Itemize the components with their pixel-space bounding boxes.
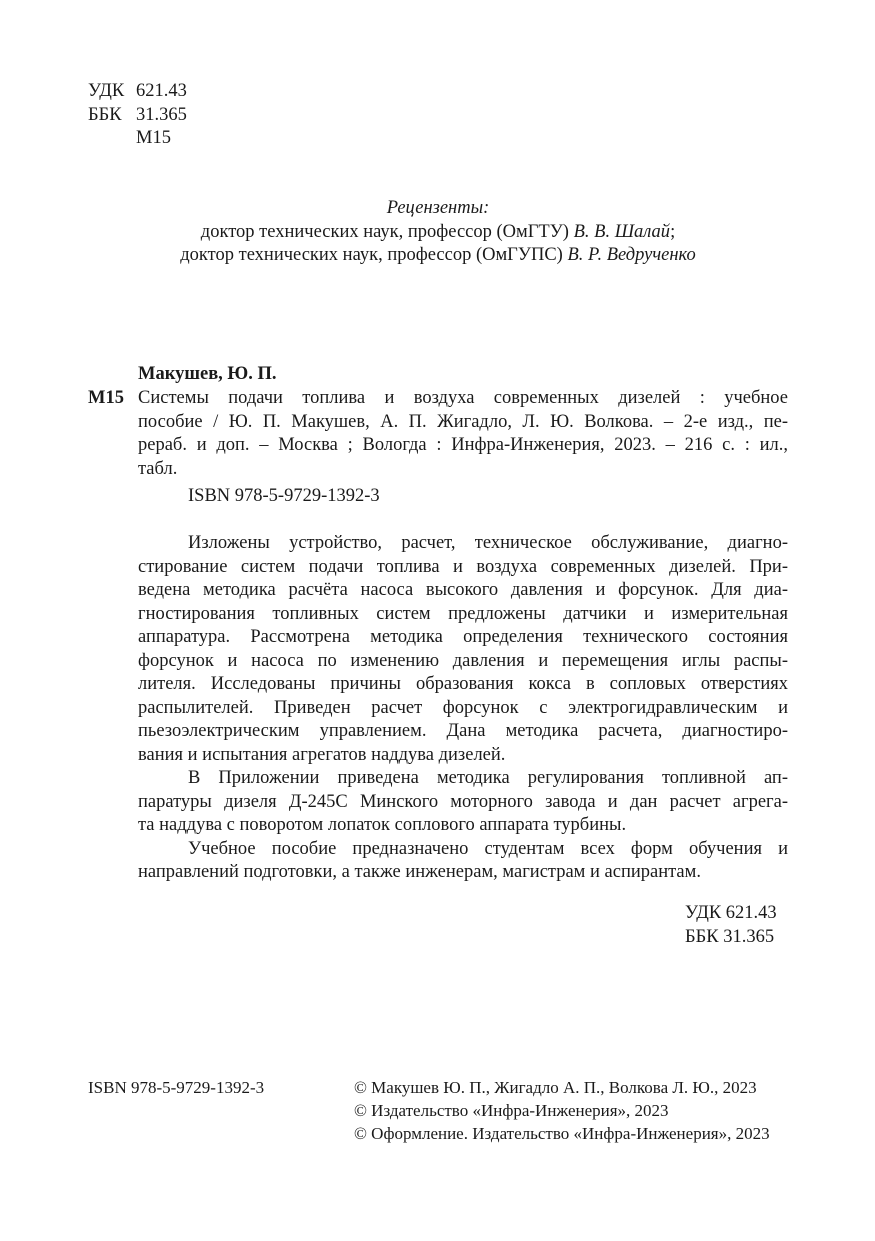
biblio-line: рераб. и доп. – Москва ; Вологда : Инфра-Инженерия, 2023. – 216 с. : ил.,: [138, 435, 788, 455]
abstract-line: паратуры дизеля Д-245С Минского моторного завода и дан расчет агрега-: [138, 791, 788, 812]
author-code: М15: [88, 388, 124, 408]
reviewers-title: Рецензенты:: [386, 198, 490, 218]
biblio-line: табл.: [138, 458, 178, 479]
abstract-line: форсунок и насоса по изменению давления и перемещения иглы распы-: [138, 650, 788, 671]
bbk-summary: ББК 31.365: [685, 926, 775, 947]
abstract-line: пьезоэлектрическим управлением. Дана методика расчета, диагностиро-: [138, 721, 788, 741]
udk-value: 621.43: [136, 81, 187, 101]
abstract-line: распылителей. Приведен расчет форсунок с электрогидравлическим и: [138, 697, 788, 718]
abstract: [138, 532, 788, 885]
udk-summary: УДК 621.43: [685, 903, 777, 923]
abstract-line: В Приложении приведена методика регулирования топливной ап-: [188, 768, 788, 788]
copyright-publisher: © Издательство «Инфра-Инженерия», 2023: [354, 1101, 669, 1120]
reviewer-1-suffix: ;: [670, 221, 676, 242]
abstract-line: гностирования топливных систем предложены датчики и измерительная: [138, 603, 788, 624]
reviewer-2-name: В. Р. Ведрученко: [567, 245, 696, 265]
abstract-line: та наддува с поворотом лопаток соплового аппарата турбины.: [138, 815, 627, 835]
copyright-block: [354, 1076, 770, 1145]
author-sign: М15: [136, 128, 171, 148]
biblio-line: Системы подачи топлива и воздуха современных дизелей : учебное: [138, 388, 788, 408]
udk-label: УДК: [88, 81, 125, 101]
footer-isbn: ISBN 978-5-9729-1392-3: [88, 1078, 265, 1097]
udk-bbk-summary: [685, 902, 777, 949]
abstract-line: лителя. Исследованы причины образования кокса в сопловых отверстиях: [138, 674, 788, 694]
abstract-line: Изложены устройство, расчет, техническое обслуживание, диагно-: [188, 533, 788, 553]
udk-row: [88, 80, 187, 104]
bibliographic-description: [138, 387, 788, 481]
classification-block: [88, 80, 187, 151]
abstract-line: Учебное пособие предназначено студентам всех форм обучения и: [188, 838, 788, 859]
reviewer-2: [88, 244, 788, 268]
bbk-row: [88, 104, 187, 128]
abstract-line: ведена методика расчёта насоса высокого давления и форсунок. Для диа-: [138, 580, 788, 600]
abstract-line: аппаратура. Рассмотрена методика определения технического состояния: [138, 627, 788, 647]
reviewer-2-position: доктор технических наук, профессор (ОмГУПС): [180, 245, 568, 265]
reviewer-1: [88, 221, 788, 245]
abstract-line: стирование систем подачи топлива и воздуха современных дизелей. При-: [138, 556, 788, 577]
copyright-design: © Оформление. Издательство «Инфра-Инженерия», 2023: [354, 1124, 770, 1143]
reviewer-1-position: доктор технических наук, профессор (ОмГТУ): [200, 221, 574, 242]
biblio-isbn: ISBN 978-5-9729-1392-3: [188, 486, 380, 506]
copyright-authors: © Макушев Ю. П., Жигадло А. П., Волкова Л. Ю., 2023: [354, 1078, 757, 1097]
biblio-line: пособие / Ю. П. Макушев, А. П. Жигадло, Л. Ю. Волкова. – 2-е изд., пе-: [138, 411, 788, 432]
abstract-line: направлений подготовки, а также инженерам, магистрам и аспирантам.: [138, 862, 701, 882]
abstract-line: вания и испытания агрегатов наддува дизелей.: [138, 744, 506, 765]
bbk-label: ББК: [88, 104, 122, 125]
bbk-value: 31.365: [136, 104, 187, 125]
author-heading: Макушев, Ю. П.: [138, 364, 277, 384]
author-sign-row: [88, 127, 187, 151]
reviewers-block: [88, 197, 788, 268]
reviewer-1-name: В. В. Шалай: [573, 221, 671, 242]
